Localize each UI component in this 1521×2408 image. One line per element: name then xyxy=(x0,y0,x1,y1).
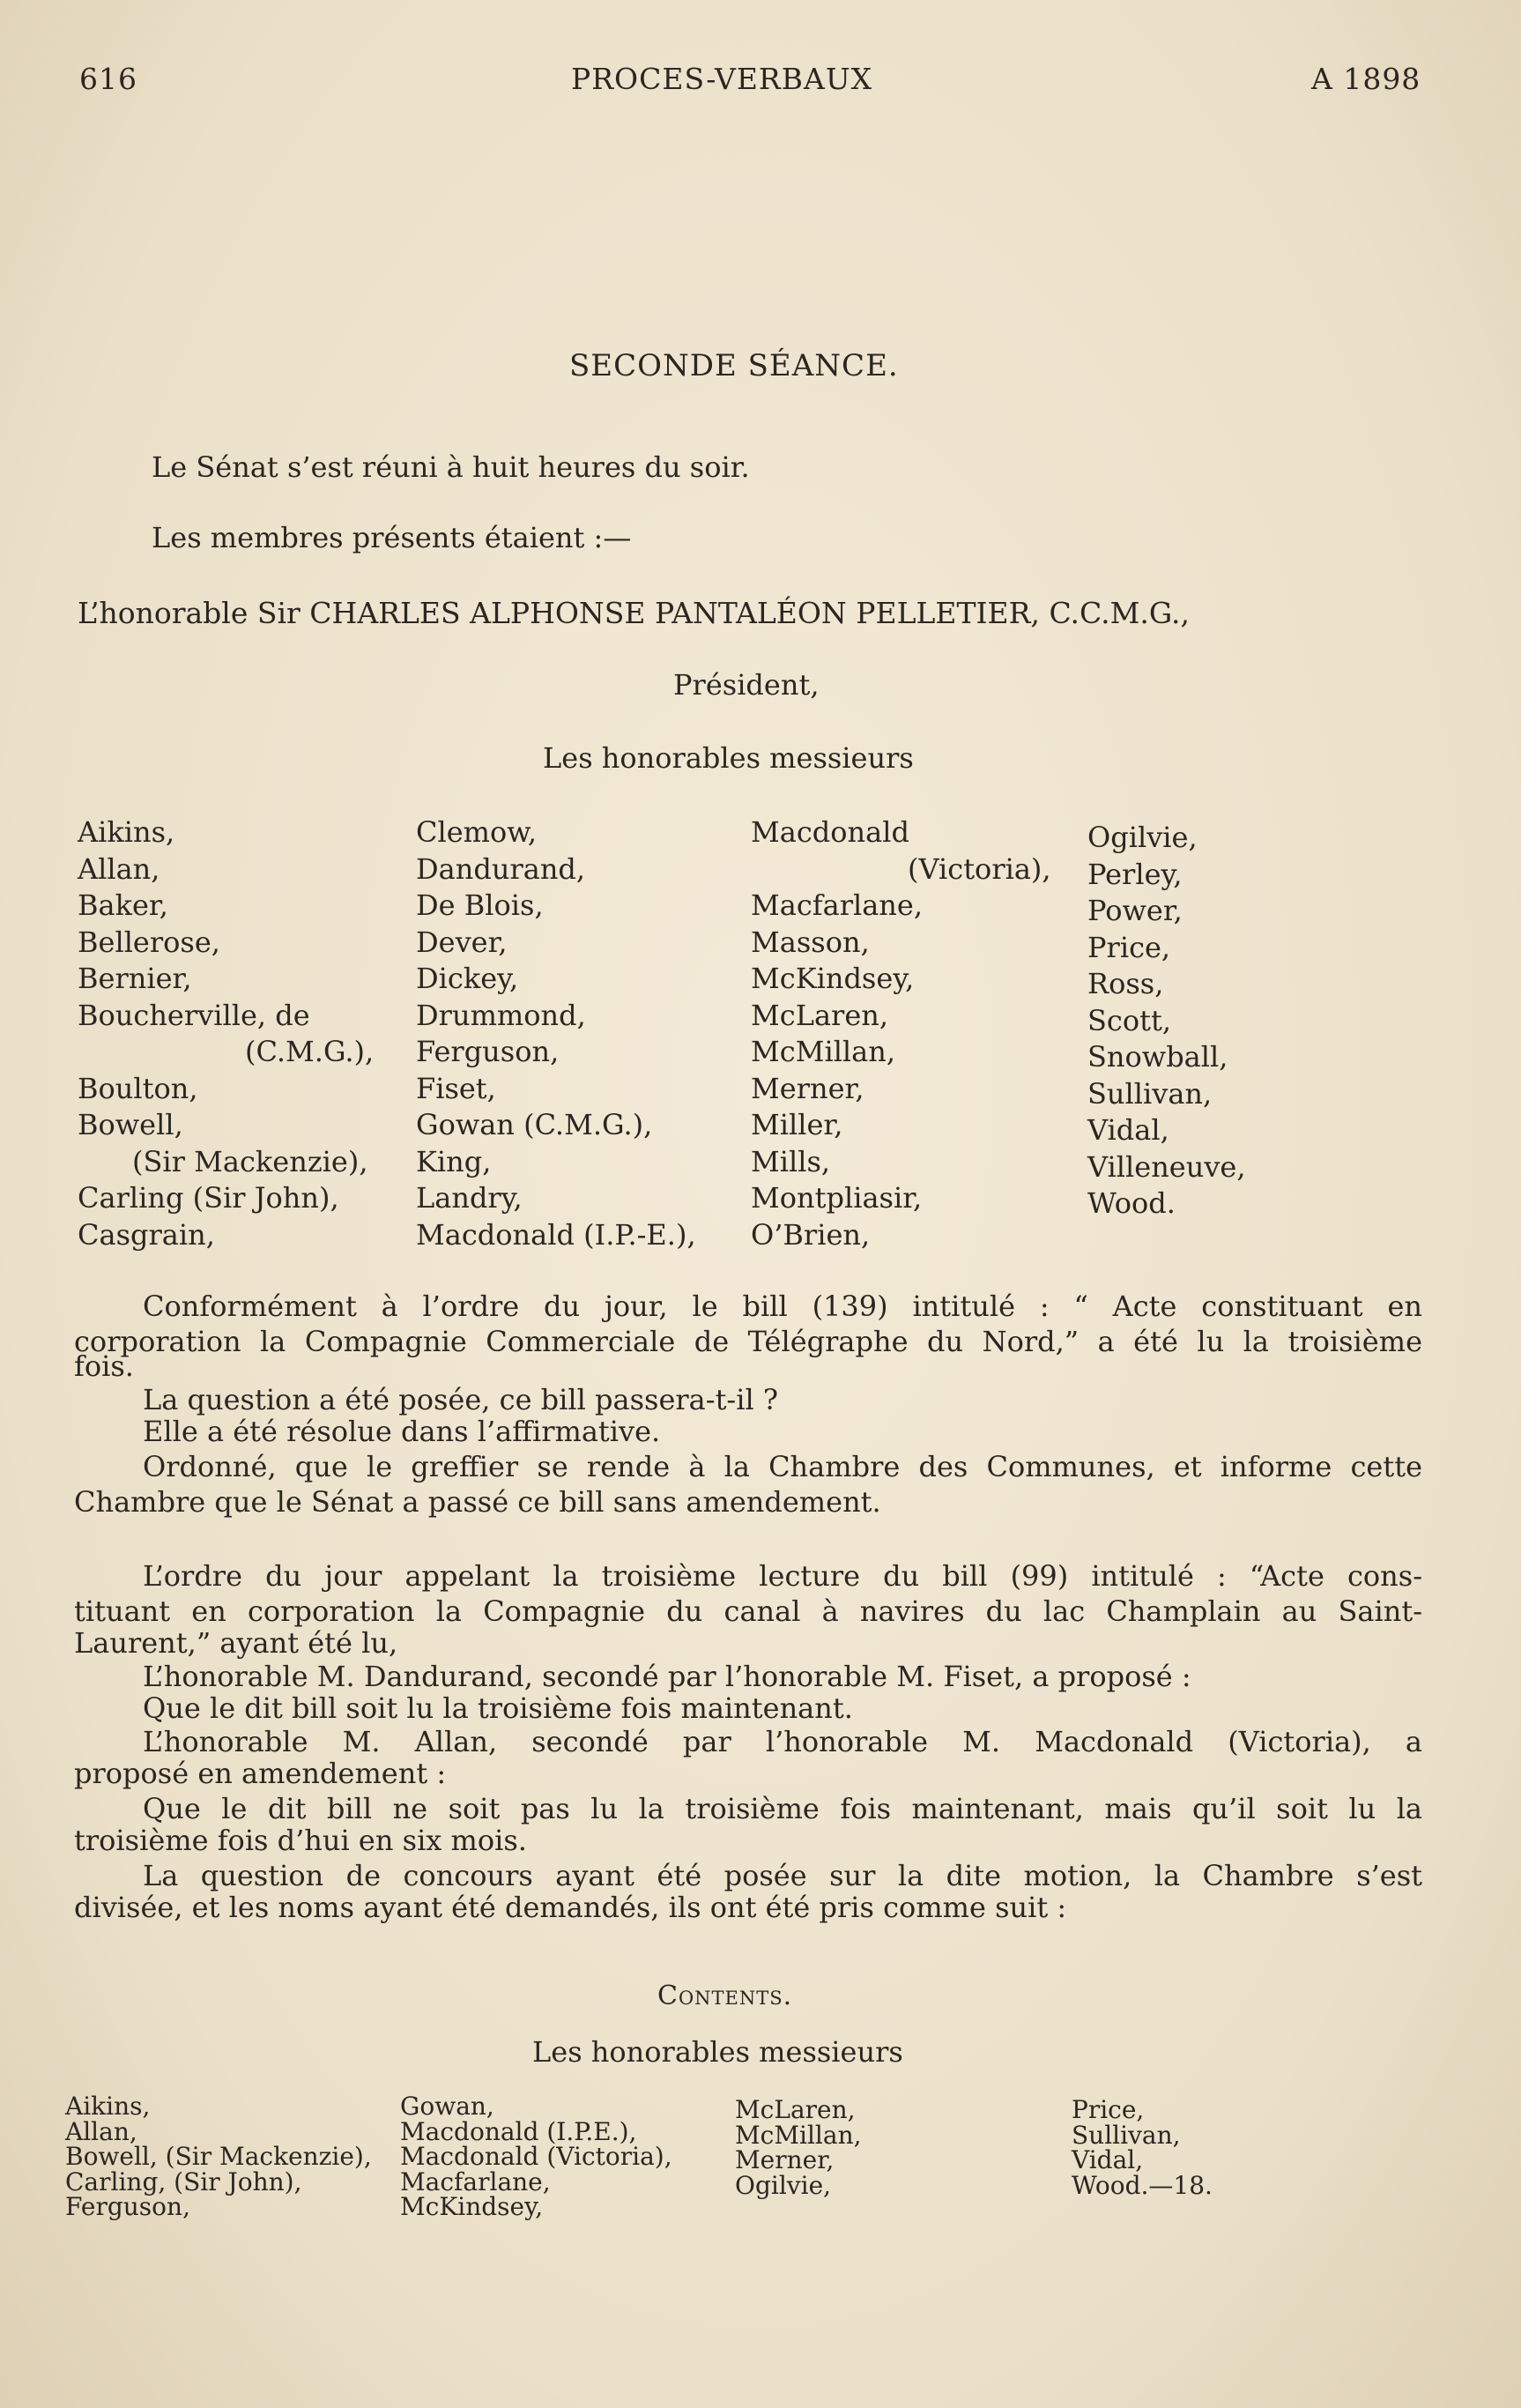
members-column-3 xyxy=(751,814,1051,1253)
member-name: Montpliasir, xyxy=(751,1181,923,1215)
member-name: Bowell, xyxy=(78,1108,183,1141)
page-number: 616 xyxy=(79,62,137,96)
member-name: Dever, xyxy=(416,925,508,959)
contents-name: Ogilvie, xyxy=(735,2170,832,2200)
text-line: tituant en corporation la Compagnie du canal à navires du lac Champlain au Saint- xyxy=(74,1594,1422,1628)
opening-line: Le Sénat s’est réuni à huit heures du soir. xyxy=(152,450,750,484)
member-name: Sullivan, xyxy=(1087,1076,1213,1111)
member-name: O’Brien, xyxy=(751,1217,871,1252)
member-name: De Blois, xyxy=(416,888,544,922)
member-name: Villeneuve, xyxy=(1087,1149,1246,1184)
text-line: corporation la Compagnie Commerciale de Télégraphe du Nord,” a été lu la troisième xyxy=(74,1325,1422,1358)
member-name: King, xyxy=(416,1144,492,1178)
contents-name: Price, xyxy=(1072,2095,1145,2124)
member-name: Ross, xyxy=(1087,967,1164,1000)
member-name: Boucherville, de xyxy=(78,998,310,1032)
member-name: Ogilvie, xyxy=(1087,821,1198,854)
text-line: Elle a été résolue dans l’affirmative. xyxy=(143,1415,661,1448)
members-column-2 xyxy=(416,814,696,1253)
contents-name: Merner, xyxy=(735,2145,835,2174)
honorables-heading: Les honorables messieurs xyxy=(543,741,914,775)
contents-name: Ferguson, xyxy=(65,2192,190,2221)
contents-column-3 xyxy=(735,2095,862,2200)
member-name: Masson, xyxy=(751,925,870,959)
member-name: Bellerose, xyxy=(78,925,220,959)
member-name: Casgrain, xyxy=(78,1217,215,1252)
contents-name: McKindsey, xyxy=(400,2192,544,2221)
contents-honorables: Les honorables messieurs xyxy=(532,2035,903,2069)
contents-name: Macdonald (I.P.E.), xyxy=(400,2116,637,2146)
text-line: fois. xyxy=(74,1349,134,1383)
contents-name: Carling, (Sir John), xyxy=(65,2166,302,2196)
contents-name: Aikins, xyxy=(65,2092,151,2121)
president-line: L’honorable Sir CHARLES ALPHONSE PANTALÉON PELLETIER, C.C.M.G., xyxy=(78,596,1191,630)
member-name: (C.M.G.), xyxy=(245,1035,375,1068)
member-name: (Victoria), xyxy=(908,851,1051,886)
member-name: Dickey, xyxy=(416,962,519,995)
text-line: Chambre que le Sénat a passé ce bill sans amendement. xyxy=(74,1485,881,1519)
member-name: Aikins, xyxy=(78,815,175,849)
member-name: Perley, xyxy=(1087,857,1183,891)
member-name: Miller, xyxy=(751,1108,843,1141)
member-name: (Sir Mackenzie), xyxy=(132,1144,368,1178)
member-name: Macdonald xyxy=(751,815,909,849)
member-name: Clemow, xyxy=(416,815,538,849)
contents-name: Macfarlane, xyxy=(400,2166,551,2196)
member-name: Allan, xyxy=(78,851,160,886)
member-name: Macdonald (I.P.-E.), xyxy=(416,1217,696,1252)
text-line: Conformément à l’ordre du jour, le bill (139) intitulé : “ Acte constituant en xyxy=(143,1289,1422,1323)
member-name: McLaren, xyxy=(751,998,889,1032)
members-column-4 xyxy=(1087,820,1246,1223)
running-title: PROCES-VERBAUX xyxy=(571,62,873,96)
member-name: Bernier, xyxy=(78,962,192,995)
member-name: Vidal, xyxy=(1087,1113,1169,1147)
text-line: L’ordre du jour appelant la troisième lecture du bill (99) intitulé : “Acte cons- xyxy=(143,1559,1422,1593)
text-line: Ordonné, que le greffier se rende à la Chambre des Communes, et informe cette xyxy=(143,1450,1422,1483)
contents-name: McLaren, xyxy=(735,2095,856,2124)
contents-heading: Contents. xyxy=(657,1981,793,2011)
text-line: Laurent,” ayant été lu, xyxy=(74,1626,398,1660)
text-line: L’honorable M. Dandurand, secondé par l’honorable M. Fiset, a proposé : xyxy=(143,1660,1191,1693)
text-line: proposé en amendement : xyxy=(74,1757,447,1790)
text-line: La question de concours ayant été posée sur la dite motion, la Chambre s’est xyxy=(143,1859,1422,1892)
text-line: troisième fois d’hui en six mois. xyxy=(74,1824,527,1857)
member-name: McMillan, xyxy=(751,1035,896,1068)
text-line: divisée, et les noms ayant été demandés, ils ont été pris comme suit : xyxy=(74,1891,1067,1924)
members-column-1 xyxy=(78,814,374,1253)
bill-139-paragraph xyxy=(74,1289,1422,1520)
member-name: Landry, xyxy=(416,1181,523,1215)
member-name: Scott, xyxy=(1087,1003,1171,1037)
member-name: Baker, xyxy=(78,888,168,922)
contents-column-4 xyxy=(1072,2095,1213,2200)
member-name: Mills, xyxy=(751,1144,831,1178)
member-name: Macfarlane, xyxy=(751,888,924,922)
contents-name: Macdonald (Victoria), xyxy=(400,2142,672,2171)
section-title: SECONDE SÉANCE. xyxy=(569,348,899,383)
member-name: Snowball, xyxy=(1087,1040,1228,1074)
member-name: Merner, xyxy=(751,1071,864,1105)
contents-name: Wood.—18. xyxy=(1072,2170,1213,2200)
bill-99-paragraph xyxy=(74,1558,1422,1925)
member-name: Drummond, xyxy=(416,998,586,1032)
members-present-line: Les membres présents étaient :— xyxy=(152,521,632,554)
contents-name: Gowan, xyxy=(400,2092,494,2121)
contents-name: Vidal, xyxy=(1072,2145,1144,2174)
text-line: Que le dit bill soit lu la troisième fois maintenant. xyxy=(143,1691,853,1725)
member-name: McKindsey, xyxy=(751,962,915,995)
member-name: Gowan (C.M.G.), xyxy=(416,1108,653,1141)
member-name: Fiset, xyxy=(416,1071,496,1105)
contents-column-1 xyxy=(65,2094,372,2220)
member-name: Price, xyxy=(1087,930,1171,964)
text-line: La question a été posée, ce bill passera-t-il ? xyxy=(143,1383,779,1416)
contents-column-2 xyxy=(400,2094,672,2220)
member-name: Carling (Sir John), xyxy=(78,1181,339,1215)
contents-name: Allan, xyxy=(65,2116,137,2146)
member-name: Boulton, xyxy=(78,1071,198,1105)
contents-name: Sullivan, xyxy=(1072,2120,1181,2150)
president-title: Président, xyxy=(673,668,820,702)
running-year: A 1898 xyxy=(1311,62,1421,96)
contents-name: McMillan, xyxy=(735,2120,862,2150)
text-line: Que le dit bill ne soit pas lu la troisième fois maintenant, mais qu’il soit lu la xyxy=(143,1792,1422,1825)
contents-name: Bowell, (Sir Mackenzie), xyxy=(65,2142,372,2171)
text-line: L’honorable M. Allan, secondé par l’honorable M. Macdonald (Victoria), a xyxy=(143,1725,1422,1758)
member-name: Ferguson, xyxy=(416,1035,560,1068)
member-name: Wood. xyxy=(1087,1186,1176,1220)
member-name: Power, xyxy=(1087,894,1183,927)
member-name: Dandurand, xyxy=(416,851,586,886)
